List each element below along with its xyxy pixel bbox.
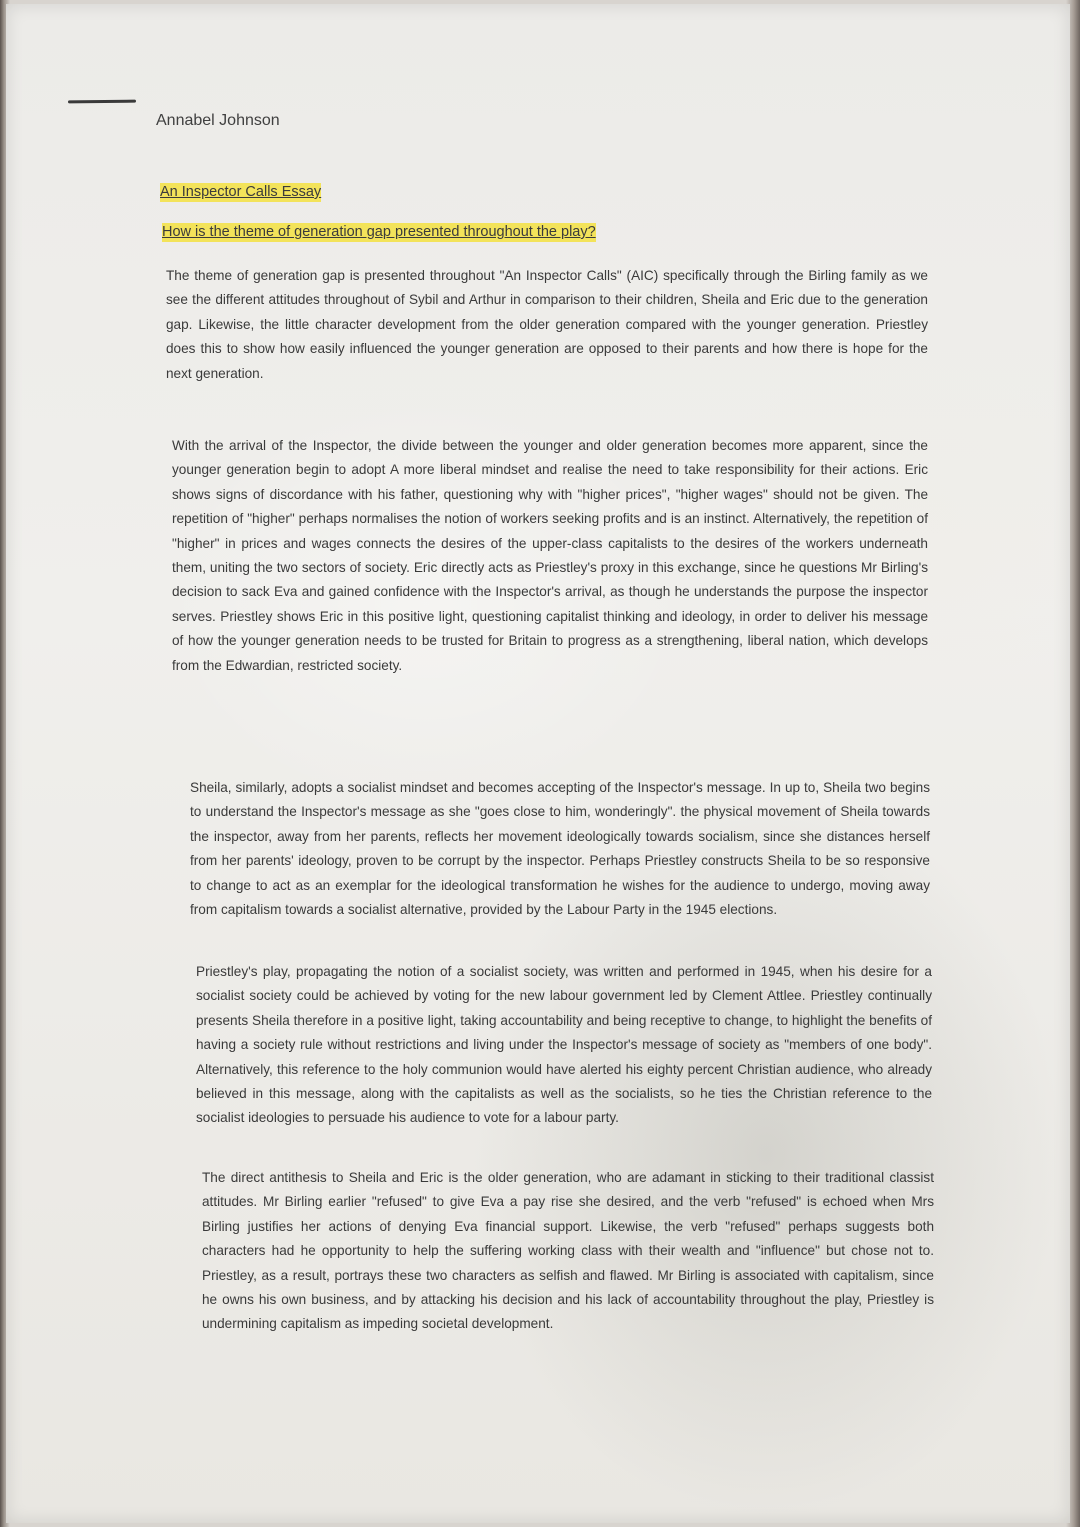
paragraph-eric: With the arrival of the Inspector, the divide between the younger and older generation becomes more apparent, since the younger generation begin to adopt A more liberal mindset and realise the need to take responsibility for their actions. Eric shows signs of discordance with his father, questioning why with "higher prices", "higher wages" should not be given. The repetition of "higher" perhaps normalises the notion of workers seeking profits and is an instinct. Alternatively, the repetition of "higher" in prices and wages connects the desires of the upper-class capitalists to the desires of the workers underneath them, uniting the two sectors of society. Eric directly acts as Priestley's proxy in this exchange, since he questions Mr Birling's decision to sack Eva and gained confidence with the Inspector's arrival, as though he understands the purpose the inspector serves. Priestley shows Eric in this positive light, questioning capitalist thinking and ideology, in order to deliver his message of how the younger generation needs to be trusted for Britain to progress as a strengthening, liberal nation, which develops from the Edwardian, restricted society. [172, 438, 928, 673]
paragraph-older-generation: The direct antithesis to Sheila and Eric is the older generation, who are adamant in sticking to their traditional classist attitudes. Mr Birling earlier "refused" to give Eva a pay rise she desired, and the verb "refused" is echoed when Mrs Birling justifies her actions of denying Eva financial support. Likewise, the verb "refused" perhaps suggests both characters had he opportunity to help the suffering working class with their wealth and "influence" but chose not to. Priestley, as a result, portrays these two characters as selfish and flawed. Mr Birling is associated with capitalism, since he owns his own business, and by attacking his decision and his lack of accountability throughout the play, Priestley is undermining capitalism as impeding societal development. [202, 1170, 934, 1332]
paragraph-context: Priestley's play, propagating the notion of a socialist society, was written and performed in 1945, when his desire for a socialist society could be achieved by voting for the new labour government led by Clement Attlee. Priestley continually presents Sheila therefore in a positive light, taking accountability and being receptive to change, to highlight the benefits of having a society rule without restrictions and living under the Inspector's message of society as "members of one body". Alternatively, this reference to the holy communion would have alerted his eighty percent Christian audience, who already believed in this message, along with the capitalists as well as the socialists, so he ties the Christian reference to the socialist ideologies to persuade his audience to vote for a labour party. [196, 964, 932, 1126]
essay-question-highlight: How is the theme of generation gap presented throughout the play? [162, 224, 596, 240]
essay-title [160, 184, 321, 200]
essay-question [162, 224, 596, 240]
essay-title-highlight: An Inspector Calls Essay [160, 184, 322, 200]
pen-mark [68, 100, 136, 104]
paragraph-introduction: The theme of generation gap is presented throughout "An Inspector Calls" (AIC) specifically through the Birling family as we see the different attitudes throughout of Sybil and Arthur in comparison to their children, Sheila and Eric due to the generation gap. Likewise, the little character development from the older generation compared with the younger generation. Priestley does this to show how easily influenced the younger generation are opposed to their parents and how there is hope for the next generation. [166, 268, 928, 381]
essay-page [6, 4, 1070, 1523]
paragraph-sheila: Sheila, similarly, adopts a socialist mindset and becomes accepting of the Inspector's message. In up to, Sheila two begins to understand the Inspector's message as she "goes close to him, wonderingly". the physical movement of Sheila towards the inspector, away from her parents, reflects her movement ideologically towards socialism, since she distances herself from her parents' ideology, proven to be corrupt by the inspector. Perhaps Priestley constructs Sheila to be so responsive to change to act as an exemplar for the ideological transformation he wishes for the audience to undergo, moving away from capitalism towards a socialist alternative, provided by the Labour Party in the 1945 elections. [190, 780, 930, 918]
author-name: Annabel Johnson [156, 112, 280, 129]
